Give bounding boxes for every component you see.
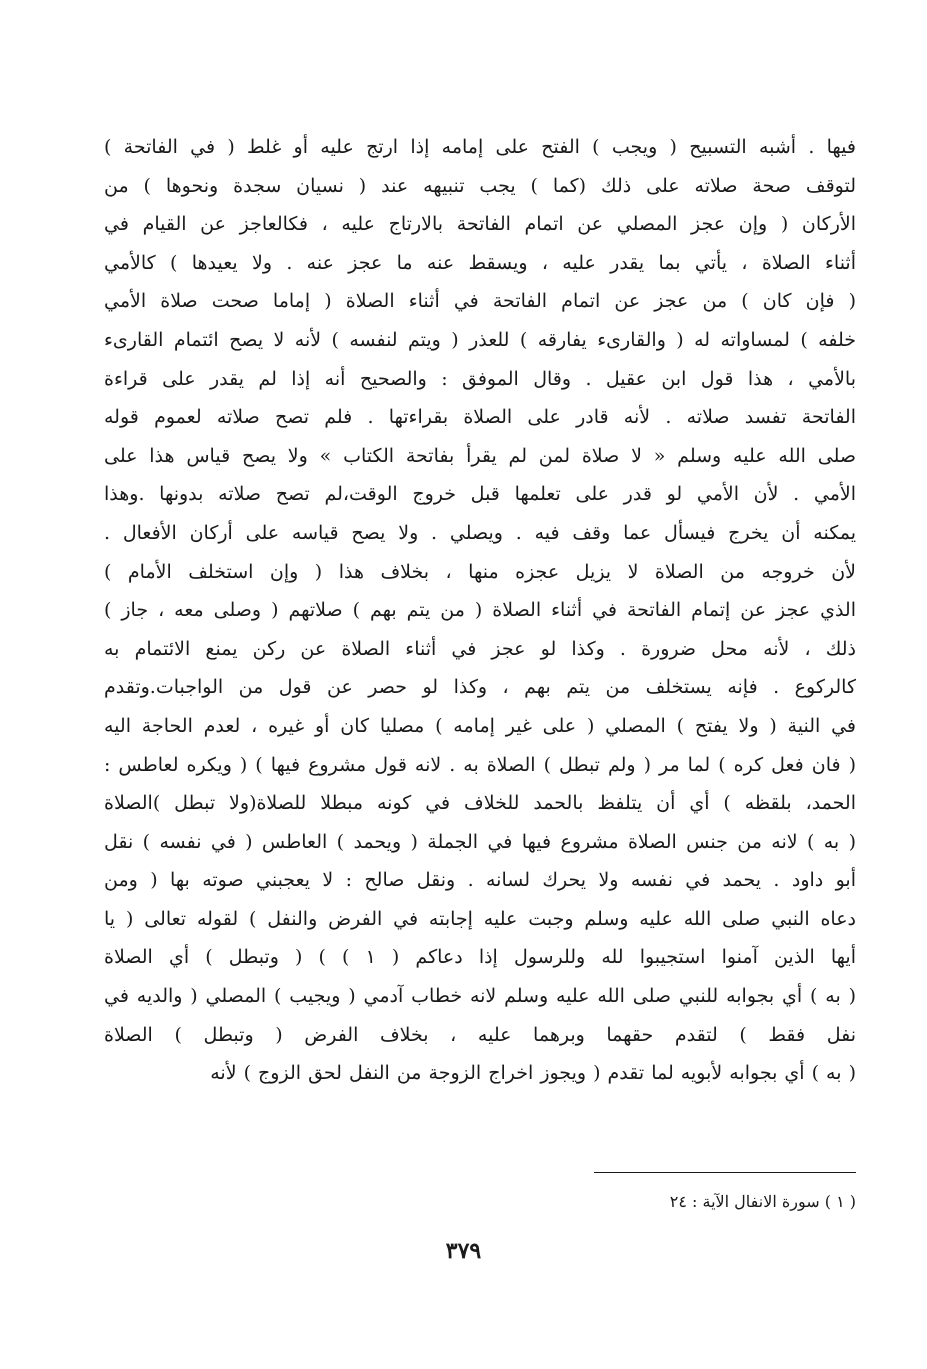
text-line: الذي عجز عن إتمام الفاتحة في أثناء الصلاة ( من يتم بهم ) صلاتهم ( وصلى معه ، جاز ) bbox=[104, 599, 856, 622]
text-line: بالأمي ، هذا قول ابن عقيل . وقال الموفق : والصحيح أنه إذا لم يقدر على قراءة bbox=[104, 367, 856, 390]
text-line: ( به ) أي بجوابه لأبويه لما تقدم ( ويجوز اخراج الزوجة من النفل لحق الزوج ) لأنه bbox=[210, 1062, 856, 1085]
text-line: الأمي . لأن الأمي لو قدر على تعلمها قبل خروج الوقت،لم تصح صلاته بدونها .وهذا bbox=[104, 483, 856, 506]
text-line: فيها . أشبه التسبيح ( ويجب ) الفتح على إمامه إذا ارتج عليه أو غلط ( في الفاتحة ) bbox=[104, 136, 856, 158]
footnote-separator bbox=[594, 1172, 856, 1173]
page-number: ٣٧٩ bbox=[445, 1238, 482, 1264]
text-line: الفاتحة تفسد صلاته . لأنه قادر على الصلاة بقراءتها . فلم تصح صلاته لعموم قوله bbox=[104, 406, 856, 429]
text-line: أثناء الصلاة ، يأتي بما يقدر عليه ، ويسقط عنه ما عجز عنه . ولا يعيدها ) كالأمي bbox=[104, 251, 856, 274]
text-line: في النية ( ولا يفتح ) المصلي ( على غير إمامه ) مصليا كان أو غيره ، لعدم الحاجة اليه bbox=[104, 714, 856, 737]
text-line: ذلك ، لأنه محل ضرورة . وكذا لو عجز في أثناء الصلاة عن ركن يمنع الائتمام به bbox=[104, 637, 856, 660]
footnote: ( ١ ) سورة الانفال الآية : ٢٤ bbox=[669, 1192, 856, 1211]
text-line: أبو داود . يحمد في نفسه ولا يحرك لسانه . ونقل صالح : لا يعجبني صوته بها ( ومن bbox=[104, 869, 856, 892]
text-line: خلفه ) لمساواته له ( والقارىء يفارقه ) للعذر ( ويتم لنفسه ) لأنه لا يصح ائتمام القارىء bbox=[104, 328, 856, 351]
text-line: صلى الله عليه وسلم « لا صلاة لمن لم يقرأ بفاتحة الكتاب » ولا يصح قياس هذا على bbox=[104, 444, 856, 467]
text-line: يمكنه أن يخرج فيسأل عما وقف فيه . ويصلي . ولا يصح قياسه على أركان الأفعال . bbox=[104, 521, 856, 544]
text-line: ( به ) أي بجوابه للنبي صلى الله عليه وسلم لانه خطاب آدمي ( ويجيب ) المصلي ( والديه في bbox=[104, 985, 856, 1008]
text-line: ( فإن كان ) من عجز عن اتمام الفاتحة في أثناء الصلاة ( إماما صحت صلاة الأمي bbox=[104, 290, 856, 313]
text-line: كالركوع . فإنه يستخلف من يتم بهم ، وكذا لو حصر عن قول من الواجبات.وتقدم bbox=[104, 676, 856, 699]
text-line: ( فان فعل كره ) لما مر ( ولم تبطل ) الصلاة به . لانه قول مشروع فيها ) ( ويكره لعاطس : bbox=[104, 753, 856, 776]
text-line: لتوقف صحة صلاته على ذلك (كما ) يجب تنبيهه عند ( نسيان سجدة ونحوها ) من bbox=[104, 174, 856, 197]
text-line: دعاه النبي صلى الله عليه وسلم وجبت عليه إجابته في الفرض والنفل ) لقوله تعالى ( يا bbox=[104, 907, 856, 930]
text-line: الأركان ( وإن عجز المصلي عن اتمام الفاتحة بالارتاج عليه ، فكالعاجز عن القيام في bbox=[104, 213, 856, 236]
text-line: أيها الذين آمنوا استجيبوا لله وللرسول إذا دعاكم ( ١ ) ) ( وتبطل ) أي الصلاة bbox=[104, 946, 856, 969]
text-line: لأن خروجه من الصلاة لا يزيل عجزه منها ، بخلاف هذا ( وإن استخلف الأمام ) bbox=[104, 560, 856, 583]
text-line: الحمد، بلقظه ) أي أن يتلفظ بالحمد للخلاف في كونه مبطلا للصلاة(ولا تبطل )الصلاة bbox=[104, 792, 856, 815]
text-line: نفل فقط ) لتقدم حقهما وبرهما عليه ، بخلاف الفرض ( وتبطل ) الصلاة bbox=[104, 1023, 856, 1046]
text-line: ( به ) لانه من جنس الصلاة مشروع فيها في الجملة ( ويحمد ) العاطس ( في نفسه ) نقل bbox=[104, 830, 856, 853]
main-text-block bbox=[104, 128, 856, 1093]
